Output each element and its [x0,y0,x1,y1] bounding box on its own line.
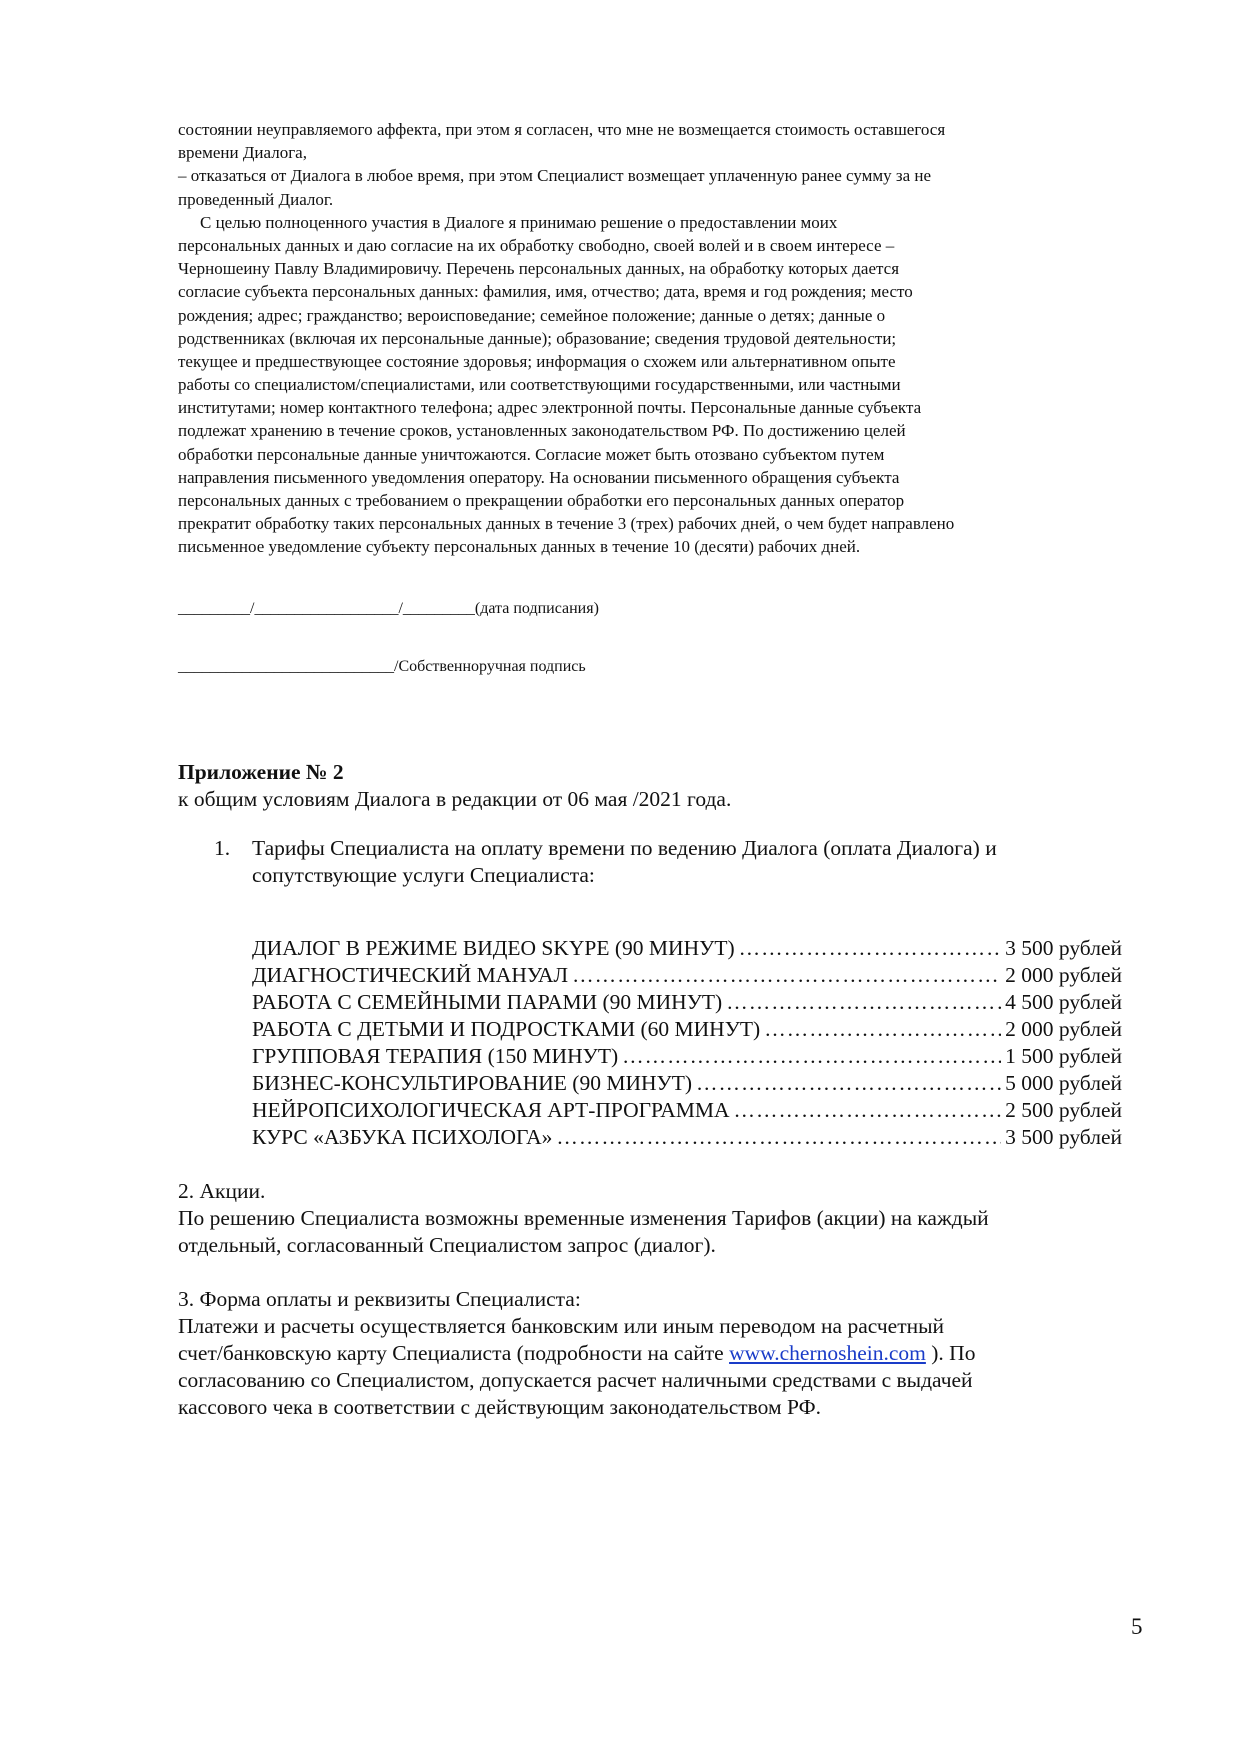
page-number: 5 [1131,1614,1143,1639]
section2-title: 2. Акции. [178,1179,266,1203]
consent-line: родственниках (включая их персональные данные); образование; сведения трудовой деятельности; [178,328,897,348]
tariff-row [252,936,1122,963]
consent-line: текущее и предшествующее состояние здоровья; информация о схожем или альтернативном опыте [178,351,896,371]
consent-line: состоянии неуправляемого аффекта, при этом я согласен, что мне не возмещается стоимость оставшегося [178,120,946,139]
tariff-leader-dots [696,1071,1001,1096]
tariff-leader-dots [622,1044,1001,1069]
section3-text-line: кассового чека в соответствии с действующим законодательством РФ. [178,1395,821,1419]
tariff-price: 5 000 рублей [1005,1071,1122,1095]
list-text-line: сопутствующие услуги Специалиста: [252,863,595,887]
tariff-name: БИЗНЕС-КОНСУЛЬТИРОВАНИЕ (90 МИНУТ) [252,1071,693,1095]
section2-text-line: отдельный, согласованный Специалистом запрос (диалог). [178,1233,716,1257]
tariff-price: 3 500 рублей [1005,1125,1122,1149]
consent-line: работы со специалистом/специалистами, или соответствующими государственными, или частными [178,375,901,395]
section3-text-after-link: ). По [925,1341,976,1365]
tariff-price: 4 500 рублей [1005,990,1122,1014]
consent-line: согласие субъекта персональных данных: фамилия, имя, отчество; дата, время и год рождения; место [178,282,913,302]
tariff-row [252,990,1122,1017]
list-text-line: Тарифы Специалиста на оплату времени по ведению Диалога (оплата Диалога) и [252,836,997,860]
consent-line: проведенный Диалог. [178,189,334,209]
consent-line: институтами; номер контактного телефона; адрес электронной почты. Персональные данные субъекта [178,398,922,418]
consent-line: рождения; адрес; гражданство; вероисповедание; семейное положение; данные о детях; данные о [178,305,886,325]
tariff-leader-dots [734,1098,1002,1123]
tariff-name: РАБОТА С ДЕТЬМИ И ПОДРОСТКАМИ (60 МИНУТ) [252,1017,761,1041]
tariff-list [252,936,1122,1152]
tariff-name: ДИАГНОСТИЧЕСКИЙ МАНУАЛ [252,963,569,987]
appendix-title: Приложение № 2 [178,760,344,784]
tariff-name: НЕЙРОПСИХОЛОГИЧЕСКАЯ АРТ-ПРОГРАММА [252,1098,730,1122]
tariff-row [252,1071,1122,1098]
tariff-name: РАБОТА С СЕМЕЙНЫМИ ПАРАМИ (90 МИНУТ) [252,990,723,1014]
website-link[interactable]: www.chernoshein.com [729,1341,926,1365]
tariff-row [252,1125,1122,1152]
consent-line: персональных данных и даю согласие на их обработку свободно, своей волей и в своем интересе – [178,235,895,255]
section3-text-line-with-link [178,1340,975,1367]
tariff-name: КУРС «АЗБУКА ПСИХОЛОГА» [252,1125,553,1149]
consent-line: направления письменного уведомления оператору. На основании письменного обращения субъекта [178,467,900,487]
consent-line: времени Диалога, [178,143,307,163]
tariff-leader-dots [572,963,1001,988]
tariff-row [252,963,1122,990]
consent-line: персональных данных с требованием о прекращении обработки его персональных данных оператор [178,491,905,510]
section3-text-line: Платежи и расчеты осуществляется банковским или иным переводом на расчетный [178,1314,945,1338]
tariff-leader-dots [726,990,1001,1015]
list-number: 1. [214,836,231,860]
tariff-price: 2 500 рублей [1005,1098,1122,1122]
section3-text-line: согласованию со Специалистом, допускается расчет наличными средствами с выдачей [178,1368,973,1392]
consent-line: обработки персональные данные уничтожаются. Согласие может быть отозвано субъектом путем [178,444,885,464]
tariff-row [252,1098,1122,1125]
consent-line: прекратит обработку таких персональных данных в течение 3 (трех) рабочих дней, о чем будет направлено [178,514,955,534]
tariff-name: ДИАЛОГ В РЕЖИМЕ ВИДЕО SKYPE (90 МИНУТ) [252,936,735,960]
section3-text-before-link: счет/банковскую карту Специалиста (подробности на сайте [178,1341,730,1365]
section2-text-line: По решению Специалиста возможны временные изменения Тарифов (акции) на каждый [178,1206,989,1230]
consent-line: – отказаться от Диалога в любое время, при этом Специалист возмещает уплаченную ранее сумму за не [178,166,932,186]
section3-title: 3. Форма оплаты и реквизиты Специалиста: [178,1287,581,1311]
tariff-name: ГРУППОВАЯ ТЕРАПИЯ (150 МИНУТ) [252,1044,619,1068]
consent-line: подлежат хранению в течение сроков, установленных законодательством РФ. По достижению целей [178,421,906,441]
consent-paragraph [178,118,1168,559]
signature-sign-line: ___________________________/Собственноручная подпись [178,658,586,675]
tariff-leader-dots [764,1017,1001,1042]
tariff-price: 2 000 рублей [1005,1017,1122,1041]
appendix-subtitle: к общим условиям Диалога в редакции от 06 мая /2021 года. [178,787,732,811]
consent-line: Черношеину Павлу Владимировичу. Перечень персональных данных, на обработку которых дается [178,259,900,279]
tariff-row [252,1044,1122,1071]
tariff-row [252,1017,1122,1044]
tariff-price: 3 500 рублей [1005,936,1122,960]
consent-line: С целью полноценного участия в Диалоге я принимаю решение о предоставлении моих [200,212,838,232]
tariff-leader-dots [739,936,1002,961]
tariff-price: 1 500 рублей [1005,1044,1122,1068]
consent-line: письменное уведомление субъекту персональных данных в течение 10 (десяти) рабочих дней. [178,537,861,557]
tariff-price: 2 000 рублей [1005,963,1122,987]
signature-date-line: _________/__________________/_________(дата подписания) [178,600,599,617]
tariff-leader-dots [556,1125,1001,1150]
